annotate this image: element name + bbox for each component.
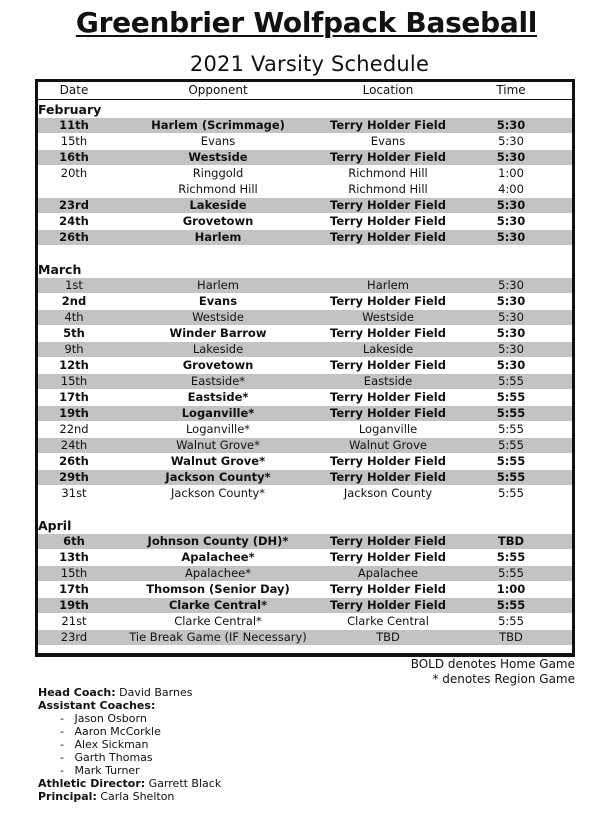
game-date: 16th [59, 150, 89, 164]
principal [38, 790, 221, 803]
game-location: Richmond Hill [348, 182, 428, 196]
table-row [38, 294, 572, 309]
game-opponent: Jackson County* [165, 470, 271, 484]
game-date: 17th [59, 390, 89, 404]
game-time: 5:55 [496, 598, 526, 612]
game-time: 5:55 [498, 566, 524, 580]
game-opponent: Winder Barrow [169, 326, 267, 340]
game-opponent: Westside [192, 310, 244, 324]
month-header: February [38, 102, 102, 117]
game-date: 21st [61, 614, 87, 628]
game-time: 5:30 [498, 342, 524, 356]
game-opponent: Evans [198, 294, 238, 308]
table-row [38, 342, 572, 357]
table-row [38, 198, 572, 213]
staff-list [38, 686, 221, 803]
game-location: Terry Holder Field [330, 198, 446, 212]
table-row [38, 182, 572, 197]
game-opponent: Clarke Central* [174, 614, 262, 628]
game-date: 13th [59, 550, 89, 564]
game-time: 1:00 [496, 582, 526, 596]
game-opponent: Thomson (Senior Day) [146, 582, 290, 596]
game-date: 24th [59, 214, 89, 228]
game-opponent: Harlem (Scrimmage) [151, 118, 285, 132]
schedule-body [38, 100, 572, 653]
game-date: 2nd [61, 294, 87, 308]
schedule-table [35, 79, 575, 657]
table-row [38, 358, 572, 373]
schedule-subtitle: 2021 Varsity Schedule [189, 52, 430, 76]
assistant-coach: - Alex Sickman [60, 738, 149, 751]
game-location: Terry Holder Field [330, 326, 446, 340]
assistant-coaches-label: Assistant Coaches: [38, 699, 156, 712]
game-location: Jackson County [343, 486, 433, 500]
game-time: 5:30 [496, 326, 526, 340]
table-row [38, 374, 572, 389]
game-date: 11th [59, 118, 89, 132]
game-opponent: Richmond Hill [178, 182, 258, 196]
table-row [38, 422, 572, 437]
game-time: 5:30 [498, 134, 524, 148]
game-opponent: Ringgold [192, 166, 244, 180]
game-time: 5:55 [496, 454, 526, 468]
table-row [38, 598, 572, 613]
game-opponent: Walnut Grove* [176, 438, 260, 452]
game-location: Terry Holder Field [330, 454, 446, 468]
game-date: 15th [60, 566, 88, 580]
game-time: 1:00 [498, 166, 524, 180]
game-location: Loganville [358, 422, 418, 436]
game-date: 12th [59, 358, 89, 372]
game-location: Terry Holder Field [330, 406, 446, 420]
game-location: Terry Holder Field [330, 118, 446, 132]
game-time: 5:30 [496, 150, 526, 164]
table-row [38, 454, 572, 469]
game-location: Terry Holder Field [330, 150, 446, 164]
game-time: 5:55 [498, 438, 524, 452]
game-time: 5:30 [496, 198, 526, 212]
header-time: Time [496, 83, 526, 97]
game-location: Terry Holder Field [330, 230, 446, 244]
legend-region: * denotes Region Game [432, 672, 575, 686]
game-date: 29th [59, 470, 89, 484]
game-date: 5th [63, 326, 85, 340]
table-row [38, 278, 572, 293]
game-date: 19th [59, 406, 89, 420]
game-opponent: Apalachee* [181, 550, 255, 564]
game-location: Harlem [367, 278, 409, 292]
game-opponent: Evans [200, 134, 236, 148]
header-location: Location [362, 83, 414, 97]
game-opponent: Grovetown [182, 214, 254, 228]
game-time: 4:00 [498, 182, 524, 196]
table-row [38, 630, 572, 645]
game-opponent: Loganville* [185, 422, 251, 436]
game-time: 5:55 [496, 390, 526, 404]
table-row [38, 134, 572, 149]
head-coach [38, 686, 221, 699]
game-location: Walnut Grove [349, 438, 427, 452]
game-date: 9th [64, 342, 84, 356]
game-time: 5:30 [498, 310, 524, 324]
assistant-coach: - Mark Turner [60, 764, 140, 777]
table-row [38, 326, 572, 341]
game-time: 5:55 [498, 374, 524, 388]
table-row [38, 566, 572, 581]
page-title: Greenbrier Wolfpack Baseball [75, 6, 538, 39]
head-coach-name: David Barnes [119, 686, 193, 699]
game-location: Eastside [363, 374, 413, 388]
table-row [38, 390, 572, 405]
game-date: 23rd [60, 630, 88, 644]
game-location: Terry Holder Field [330, 294, 446, 308]
table-row [38, 406, 572, 421]
game-location: Evans [370, 134, 406, 148]
month-header: March [38, 262, 82, 277]
table-row [38, 230, 572, 245]
game-location: Terry Holder Field [330, 582, 446, 596]
game-date: 23rd [59, 198, 89, 212]
game-opponent: Harlem [194, 230, 242, 244]
game-time: TBD [499, 630, 523, 644]
game-opponent: Lakeside [189, 198, 247, 212]
game-time: 5:55 [498, 486, 524, 500]
table-header [38, 82, 572, 99]
game-opponent: Eastside* [190, 374, 246, 388]
legend-bold: BOLD denotes Home Game [410, 657, 575, 671]
assistant-coach: - Aaron McCorkle [60, 725, 161, 738]
game-opponent: Jackson County* [170, 486, 266, 500]
game-time: 5:30 [496, 358, 526, 372]
table-row [38, 310, 572, 325]
game-opponent: Walnut Grove* [170, 454, 266, 468]
assistant-coach: - Garth Thomas [60, 751, 153, 764]
game-opponent: Johnson County (DH)* [147, 534, 289, 548]
game-opponent: Westside [188, 150, 248, 164]
game-opponent: Clarke Central* [168, 598, 268, 612]
game-date: 24th [60, 438, 88, 452]
game-date: 26th [59, 454, 89, 468]
game-location: Terry Holder Field [330, 358, 446, 372]
game-date: 31st [61, 486, 87, 500]
table-row [38, 150, 572, 165]
table-row [38, 214, 572, 229]
assistant-coach: - Jason Osborn [60, 712, 147, 725]
game-opponent: Apalachee* [185, 566, 251, 580]
table-row [38, 438, 572, 453]
header-date: Date [59, 83, 89, 97]
game-time: 5:55 [496, 406, 526, 420]
game-location: Terry Holder Field [330, 470, 446, 484]
table-row [38, 470, 572, 485]
game-time: 5:30 [496, 118, 526, 132]
game-opponent: Grovetown [182, 358, 254, 372]
game-time: 5:55 [498, 614, 524, 628]
athletic-director [38, 777, 221, 790]
athletic-director-name: Garrett Black [148, 777, 222, 790]
table-row [38, 486, 572, 501]
game-location: Clarke Central [347, 614, 429, 628]
game-time: 5:55 [496, 470, 526, 484]
game-time: 5:30 [498, 278, 524, 292]
game-opponent: Harlem [197, 278, 239, 292]
game-location: Terry Holder Field [330, 534, 446, 548]
athletic-director-label: Athletic Director: [38, 777, 146, 790]
game-time: 5:30 [496, 230, 526, 244]
game-date: 1st [65, 278, 83, 292]
header-opponent: Opponent [188, 83, 248, 97]
game-location: Terry Holder Field [330, 390, 446, 404]
game-opponent: Lakeside [192, 342, 244, 356]
game-date: 15th [60, 134, 88, 148]
table-row [38, 118, 572, 133]
game-date: 26th [59, 230, 89, 244]
game-location: TBD [376, 630, 400, 644]
month-header: April [38, 518, 72, 533]
game-date: 20th [60, 166, 88, 180]
game-opponent: Tie Break Game (IF Necessary) [129, 630, 307, 644]
game-time: 5:55 [498, 422, 524, 436]
table-row [38, 550, 572, 565]
game-location: Terry Holder Field [330, 598, 446, 612]
game-date: 17th [59, 582, 89, 596]
game-time: 5:55 [496, 550, 526, 564]
table-row [38, 582, 572, 597]
principal-label: Principal: [38, 790, 97, 803]
principal-name: Carla Shelton [100, 790, 175, 803]
game-time: TBD [497, 534, 525, 548]
table-row [38, 534, 572, 549]
game-location: Terry Holder Field [330, 550, 446, 564]
table-row [38, 166, 572, 181]
game-location: Westside [362, 310, 414, 324]
game-location: Terry Holder Field [330, 214, 446, 228]
game-date: 15th [60, 374, 88, 388]
game-opponent: Eastside* [187, 390, 249, 404]
game-time: 5:30 [496, 294, 526, 308]
game-location: Lakeside [362, 342, 414, 356]
game-location: Richmond Hill [348, 166, 428, 180]
game-date: 22nd [59, 422, 89, 436]
game-date: 4th [64, 310, 84, 324]
game-date: 6th [63, 534, 85, 548]
table-row [38, 614, 572, 629]
game-time: 5:30 [496, 214, 526, 228]
game-date: 19th [59, 598, 89, 612]
game-location: Apalachee [357, 566, 419, 580]
game-opponent: Loganville* [181, 406, 255, 420]
head-coach-label: Head Coach: [38, 686, 116, 699]
